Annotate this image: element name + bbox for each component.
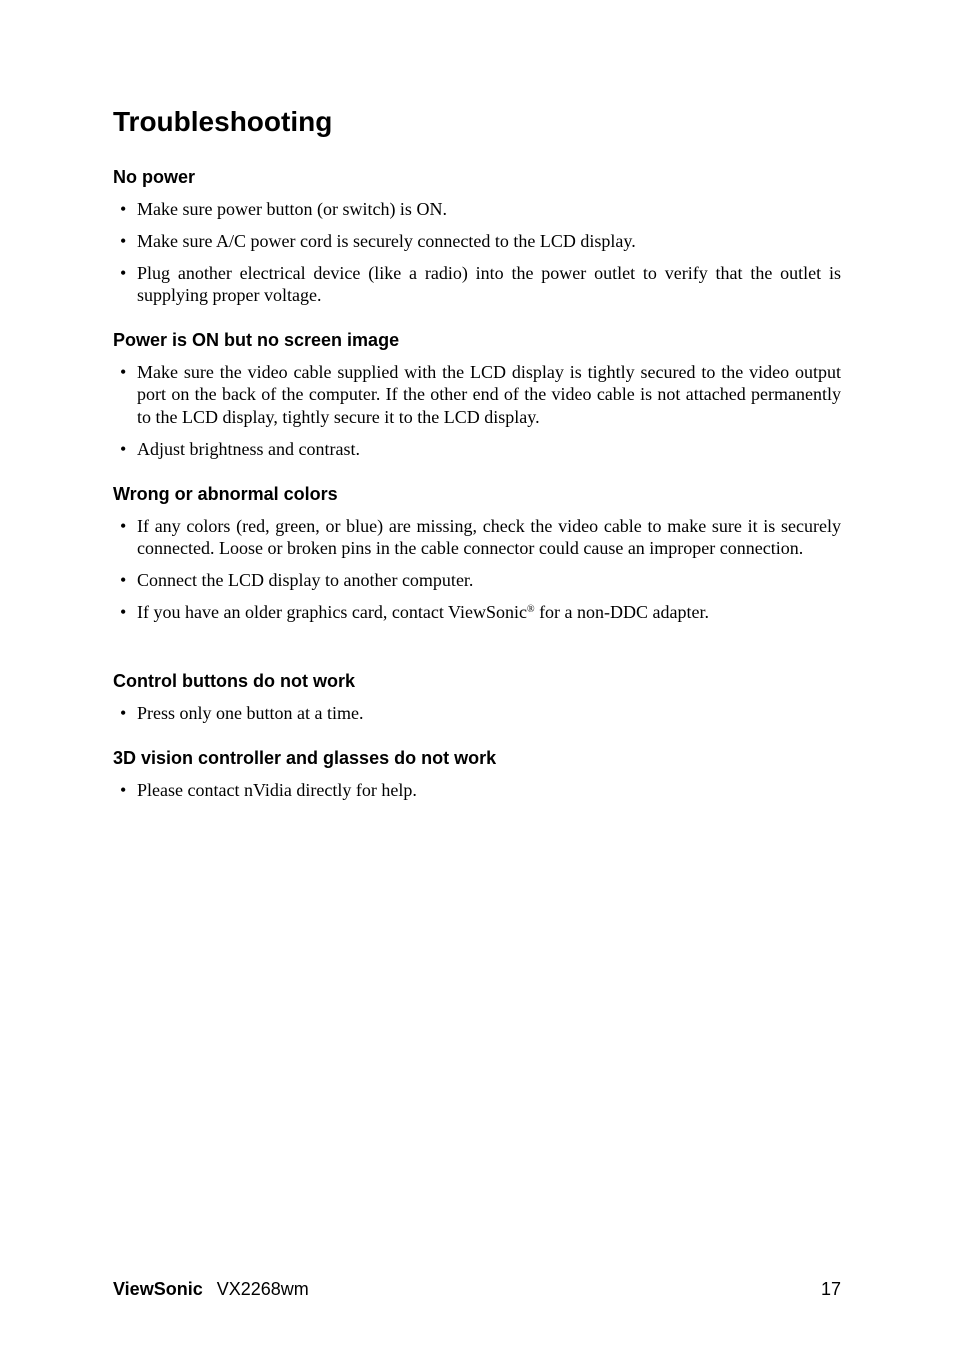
bullet-list bbox=[113, 198, 841, 307]
bullet-icon: • bbox=[120, 570, 127, 590]
bullet-icon: • bbox=[120, 230, 127, 251]
list-item bbox=[113, 569, 841, 592]
bullet-icon: • bbox=[120, 438, 127, 459]
list-item-text: Please contact nVidia directly for help. bbox=[137, 779, 417, 800]
list-item-text-before: If you have an older graphics card, contact ViewSonic bbox=[137, 602, 527, 622]
section-abnormal-colors bbox=[113, 483, 841, 624]
bullet-icon: • bbox=[120, 262, 127, 283]
list-item-text: Plug another electrical device (like a radio) into the power outlet to verify that the outlet is supplying proper voltage. bbox=[137, 262, 841, 305]
list-item bbox=[113, 262, 841, 307]
bullet-icon: • bbox=[120, 198, 127, 219]
bullet-list bbox=[113, 702, 841, 725]
section-heading: Wrong or abnormal colors bbox=[113, 484, 338, 504]
list-item-text-after: for a non-DDC adapter. bbox=[534, 602, 710, 622]
section-control-buttons bbox=[113, 670, 841, 724]
section-heading: 3D vision controller and glasses do not work bbox=[113, 748, 497, 768]
bullet-list bbox=[113, 515, 841, 624]
list-item bbox=[113, 779, 841, 802]
page-number: 17 bbox=[820, 1279, 841, 1299]
list-item-text: Make sure the video cable supplied with the LCD display is tightly secured to the video output port on the back of the computer. If the other end of the video cable is not attached permanently to the LCD display, tightly secure it to the LCD display. bbox=[137, 361, 841, 427]
section-3d-vision bbox=[113, 747, 841, 801]
list-item bbox=[113, 515, 841, 560]
section-heading: Power is ON but no screen image bbox=[113, 330, 400, 350]
section-heading: Control buttons do not work bbox=[113, 671, 355, 691]
list-item-text: Connect the LCD display to another computer. bbox=[137, 570, 474, 590]
page-title: Troubleshooting bbox=[113, 106, 333, 137]
list-item bbox=[113, 361, 841, 429]
list-item-text: If any colors (red, green, or blue) are missing, check the video cable to make sure it is securely connected. Loose or broken pins in the cable connector could cause an improper connection. bbox=[137, 515, 841, 558]
list-item-text: Make sure A/C power cord is securely connected to the LCD display. bbox=[137, 230, 636, 251]
list-item bbox=[113, 601, 841, 624]
list-item bbox=[113, 230, 841, 253]
footer-brand: ViewSonic bbox=[113, 1279, 203, 1299]
list-item-text: Adjust brightness and contrast. bbox=[137, 438, 360, 459]
list-item bbox=[113, 198, 841, 221]
bullet-list bbox=[113, 779, 841, 802]
page-footer bbox=[113, 1277, 841, 1301]
section-heading: No power bbox=[113, 167, 196, 187]
bullet-list bbox=[113, 361, 841, 461]
list-item-text: Press only one button at a time. bbox=[137, 702, 364, 723]
bullet-icon: • bbox=[120, 361, 127, 382]
list-item-text: Make sure power button (or switch) is ON. bbox=[137, 198, 447, 219]
bullet-icon: • bbox=[120, 702, 127, 723]
section-no-power bbox=[113, 166, 841, 307]
bullet-icon: • bbox=[120, 515, 127, 536]
list-item bbox=[113, 702, 841, 725]
section-no-screen-image bbox=[113, 329, 841, 460]
footer-model: VX2268wm bbox=[216, 1279, 309, 1299]
registered-mark: ® bbox=[526, 604, 535, 615]
list-item bbox=[113, 438, 841, 461]
bullet-icon: • bbox=[120, 779, 127, 800]
bullet-icon: • bbox=[120, 602, 127, 622]
